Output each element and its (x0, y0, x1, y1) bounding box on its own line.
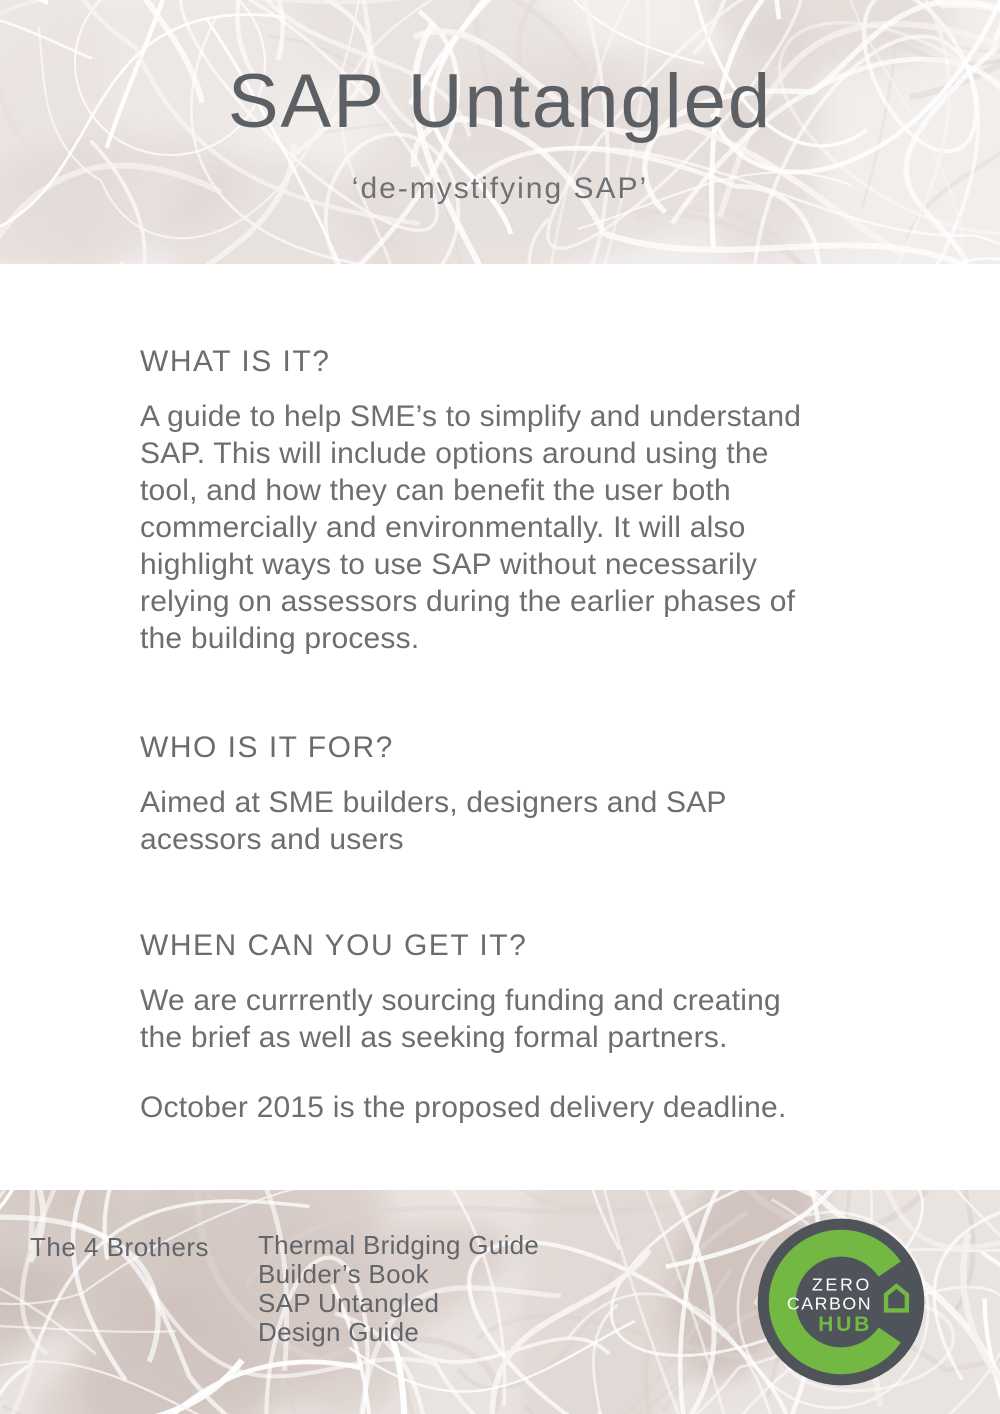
paragraph-line: acessors and users (140, 823, 404, 856)
paragraph-line: A guide to help SME’s to simplify and understand (140, 400, 802, 433)
section-paragraph (140, 784, 880, 858)
section-paragraph (140, 982, 880, 1056)
section-paragraph (140, 1089, 880, 1126)
section-heading: WHO IS IT FOR? (140, 731, 394, 764)
publication-item: Thermal Bridging Guide (258, 1230, 540, 1260)
paragraph-line: commercially and environmentally. It will also (140, 511, 746, 544)
publication-item: Builder’s Book (258, 1259, 429, 1289)
logo-text-carbon: CARBON (786, 1293, 873, 1314)
paragraph-line: the building process. (140, 622, 420, 655)
logo-text-hub: HUB (818, 1312, 873, 1336)
section-heading: WHAT IS IT? (140, 345, 331, 378)
section-who-is-it-for (140, 730, 880, 858)
page-subtitle: ‘de-mystifying SAP’ (351, 172, 649, 205)
publication-item: Design Guide (258, 1317, 420, 1347)
section-when-can-you-get-it (140, 928, 880, 1126)
section-what-is-it (140, 344, 880, 657)
hero-banner (0, 0, 1000, 264)
paragraph-line: the brief as well as seeking formal partners. (140, 1021, 728, 1054)
section-heading: WHEN CAN YOU GET IT? (140, 929, 528, 962)
paragraph-line: We are currrently sourcing funding and creating (140, 984, 781, 1017)
organisation-name: The 4 Brothers (30, 1232, 209, 1262)
section-paragraph (140, 398, 880, 657)
paragraph-line: Aimed at SME builders, designers and SAP (140, 786, 727, 819)
paragraph-line: SAP. This will include options around using the (140, 437, 769, 470)
footer-banner (0, 1190, 1000, 1414)
body-content (140, 264, 880, 1126)
paragraph-line: tool, and how they can benefit the user both (140, 474, 731, 507)
paragraph-line: October 2015 is the proposed delivery deadline. (140, 1091, 787, 1124)
page-title: SAP Untangled (227, 59, 773, 144)
zero-carbon-hub-logo (757, 1218, 925, 1386)
logo-text-zero: ZERO (811, 1274, 873, 1295)
paragraph-line: relying on assessors during the earlier phases of (140, 585, 796, 618)
paragraph-line: highlight ways to use SAP without necessarily (140, 548, 758, 581)
publication-item: SAP Untangled (258, 1288, 440, 1318)
publications-list (258, 1231, 539, 1347)
